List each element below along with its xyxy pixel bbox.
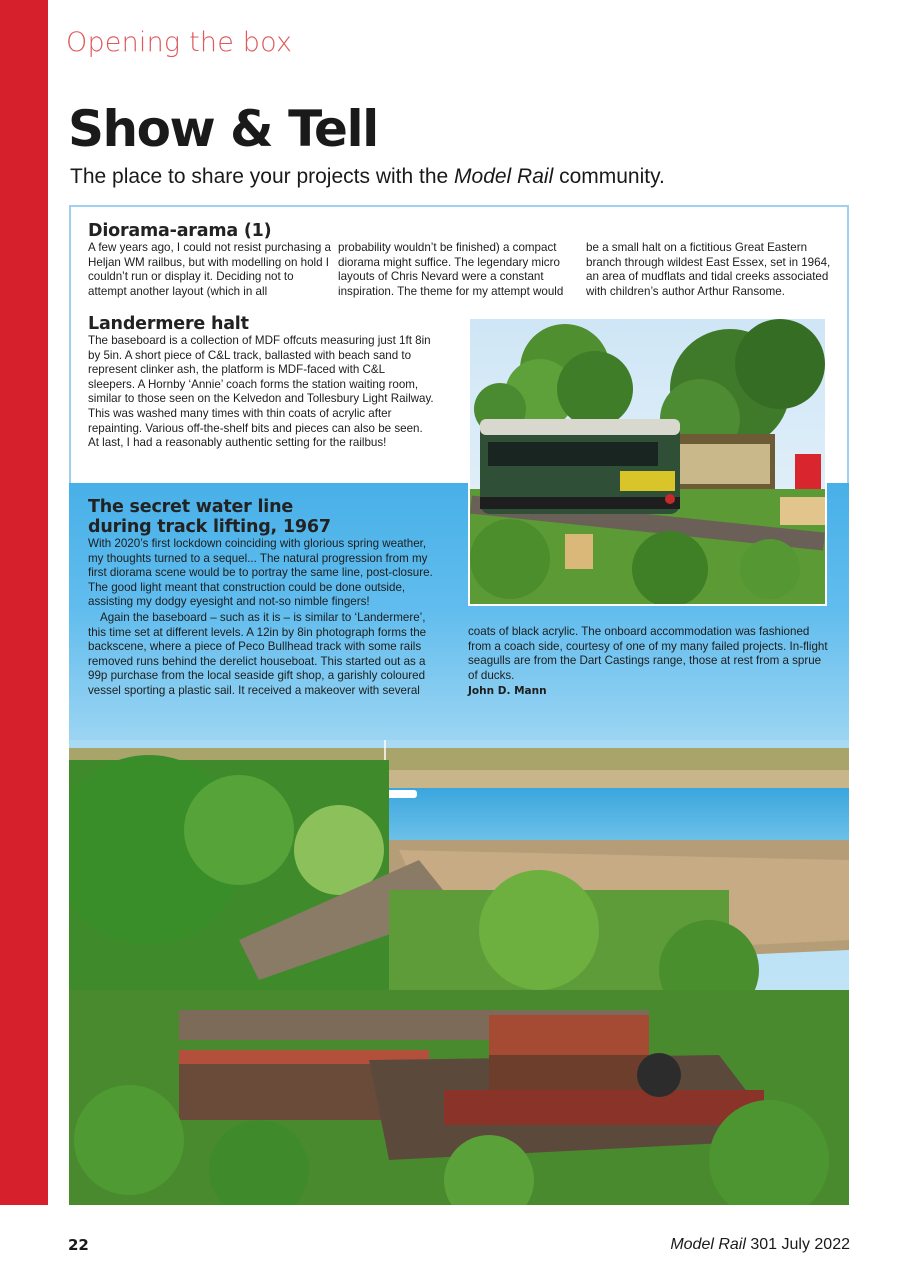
section3-paragraph-2: Again the baseboard – such as it is – is similar to ‘Landermere’, this time set at different levels. A 12in by 8in photograph forms the backscene, where a piece of Peco Bullhead track with some rails removed runs behind the derelict houseboat. This started out as a 99p purchase from the local seaside gift shop, a garishly coloured vessel sporting a plastic sail. It received a makeover with several <box>88 611 427 697</box>
section3-paragraph-1: With 2020’s first lockdown coinciding with glorious spring weather, my thoughts turned to a sequel... The natural progression from my first diorama scene would be to portray the same line, post-closure. The good light meant that construction could be done outside, assisting my dodgy eyesight and not-so nimble fingers! <box>88 537 433 609</box>
page-number: 22 <box>68 1236 89 1254</box>
author-byline: John D. Mann <box>468 685 547 697</box>
section1-column-3: be a small halt on a fictitious Great Eastern branch through wildest East Essex, set in 1964, an area of mudflats and tidal creeks associated with children’s author Arthur Ransome. <box>586 241 831 298</box>
houseboat-diorama-photo <box>69 740 849 1205</box>
section1-column-1: A few years ago, I could not resist purchasing a Heljan WM railbus, but with modelling on hold I couldn’t run or display it. Deciding not to attempt another layout (which in all <box>88 241 331 298</box>
railbus-diorama-photo <box>468 317 827 606</box>
page-title: Show & Tell <box>68 100 378 158</box>
section-label: Opening the box <box>66 27 293 58</box>
section-heading-secret-water-line-2: during track lifting, 1967 <box>88 517 331 537</box>
section-heading-secret-water-line-1: The secret water line <box>88 497 294 517</box>
footer-issue-date: 301 July 2022 <box>745 1236 850 1253</box>
footer-magazine-name: Model Rail <box>670 1236 746 1253</box>
red-margin-bar <box>0 0 48 1205</box>
subtitle-text-start: The place to share your projects with the <box>70 165 455 188</box>
issue-footer <box>670 1236 850 1254</box>
section2-body: The baseboard is a collection of MDF offcuts measuring just 1ft 8in by 5in. A short piece of C&L track, ballasted with beach sand to represent clinker ash, the platform is MDF-faced with C&L sleepers. A Hornby ‘Annie’ coach forms the station waiting room, similar to those seen on the Kelvedon and Tollesbury Light Railway. This was washed many times with thin coats of acrylic after repainting. Various off-the-shelf bits and pieces can also be seen. At last, I had a reasonably authentic setting for the railbus! <box>88 334 434 450</box>
page-subtitle <box>70 165 665 189</box>
subtitle-text-end: community. <box>553 165 665 188</box>
section-heading-landermere-halt: Landermere halt <box>88 314 249 334</box>
subtitle-magazine-name: Model Rail <box>454 165 554 188</box>
section3-paragraph-3: coats of black acrylic. The onboard accommodation was fashioned from a coach side, courtesy of one of my many failed projects. In-flight seagulls are from the Dart Castings range, those at rest from a sprue of ducks. <box>468 625 828 682</box>
section1-column-2: probability wouldn’t be finished) a compact diorama might suffice. The legendary micro layouts of Chris Nevard were a constant inspiration. The theme for my attempt would <box>338 241 564 298</box>
section-heading-diorama-arama: Diorama-arama (1) <box>88 221 272 241</box>
